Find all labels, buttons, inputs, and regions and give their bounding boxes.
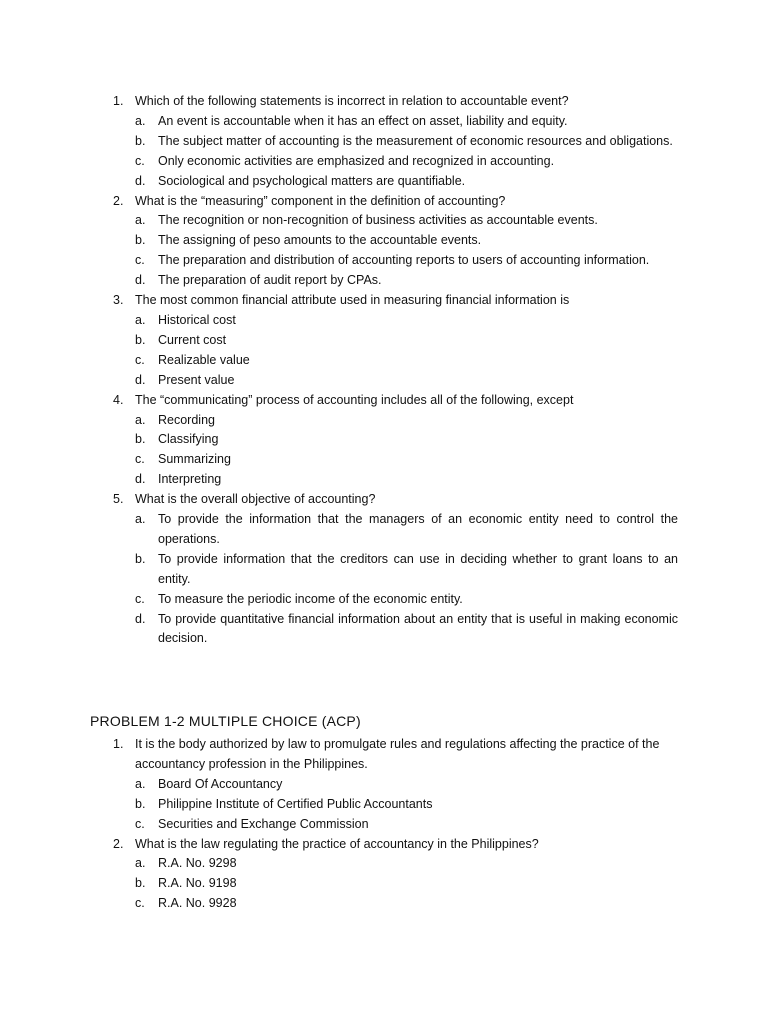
question-number: 1. [113, 94, 124, 108]
option [135, 411, 678, 431]
question-number: 1. [113, 737, 124, 751]
option-text: Interpreting [158, 472, 222, 487]
question-text: What is the “measuring” component in the definition of accounting? [135, 193, 506, 208]
option-text: The preparation of audit report by CPAs. [158, 273, 382, 288]
option-letter: b. [135, 551, 146, 566]
option [135, 470, 678, 490]
option [135, 331, 678, 351]
question-text: What is the law regulating the practice of accountancy in the Philippines? [135, 836, 539, 851]
option-text: R.A. No. 9298 [158, 856, 237, 871]
option-letter: c. [135, 452, 145, 467]
question-text: What is the overall objective of accounting? [135, 492, 376, 507]
question-text: The “communicating” process of accounting includes all of the following, except [135, 392, 574, 407]
option-letter: d. [135, 173, 146, 188]
option-letter: d. [135, 611, 146, 626]
option [135, 211, 678, 231]
option-letter: b. [135, 332, 146, 347]
option-letter: b. [135, 876, 146, 891]
option-letter: a. [135, 412, 146, 427]
option-text: R.A. No. 9198 [158, 876, 237, 891]
option-text: The subject matter of accounting is the measurement of economic resources and obligations. [158, 133, 673, 148]
question-number: 5. [113, 492, 124, 507]
option-text: To provide quantitative financial information about an entity that is useful in making economic decision. [158, 611, 678, 646]
question-text: The most common financial attribute used in measuring financial information is [135, 293, 570, 308]
option-text: R.A. No. 9928 [158, 896, 237, 911]
option-letter: a. [135, 512, 146, 527]
option-text: Current cost [158, 332, 227, 347]
option-letter: c. [135, 253, 145, 268]
option [135, 550, 678, 590]
option [135, 610, 678, 650]
option-letter: c. [135, 153, 145, 168]
question-block [90, 735, 678, 914]
option [135, 172, 678, 192]
option-text: Summarizing [158, 452, 231, 467]
option-letter: c. [135, 816, 145, 831]
option [135, 152, 678, 172]
option [135, 231, 678, 251]
question-text: It is the body authorized by law to promulgate rules and regulations affecting the practice of the accountancy profession in the Philippines. [135, 737, 660, 771]
option-text: The recognition or non-recognition of business activities as accountable events. [158, 213, 598, 228]
option [135, 351, 678, 371]
question-number: 3. [113, 293, 124, 308]
option-text: Only economic activities are emphasized and recognized in accounting. [158, 153, 555, 168]
option [135, 894, 678, 914]
option-text: Sociological and psychological matters are quantifiable. [158, 173, 466, 188]
option-letter: b. [135, 432, 146, 447]
option [135, 371, 678, 391]
option [135, 311, 678, 331]
option-letter: a. [135, 312, 146, 327]
section-heading: PROBLEM 1-2 MULTIPLE CHOICE (ACP) [90, 713, 361, 729]
option-text: Present value [158, 372, 235, 387]
option [135, 815, 678, 835]
option-letter: a. [135, 213, 146, 228]
option-letter: d. [135, 472, 146, 487]
option [135, 854, 678, 874]
option-letter: d. [135, 273, 146, 288]
option [135, 430, 678, 450]
question-number: 2. [113, 193, 124, 208]
option-text: Classifying [158, 432, 219, 447]
option-text: Realizable value [158, 352, 250, 367]
option-letter: c. [135, 896, 145, 911]
option-letter: b. [135, 233, 146, 248]
option-letter: a. [135, 856, 146, 871]
question-number: 4. [113, 392, 124, 407]
option-text: To measure the periodic income of the economic entity. [158, 591, 463, 606]
option-letter: a. [135, 776, 146, 791]
option-text: To provide information that the creditors can use in deciding whether to grant loans to an entity. [158, 551, 678, 586]
option [135, 251, 678, 271]
option [135, 775, 678, 795]
option-text: The preparation and distribution of accounting reports to users of accounting information. [158, 253, 650, 268]
option [135, 112, 678, 132]
option-text: To provide the information that the managers of an economic entity need to control the operations. [158, 512, 678, 546]
option [135, 510, 678, 550]
option-letter: b. [135, 796, 146, 811]
option-text: The assigning of peso amounts to the accountable events. [158, 233, 482, 248]
option [135, 450, 678, 470]
option [135, 590, 678, 610]
option-letter: b. [135, 133, 146, 148]
option-text: An event is accountable when it has an effect on asset, liability and equity. [158, 113, 568, 128]
option-text: Securities and Exchange Commission [158, 816, 369, 831]
option-text: Recording [158, 412, 215, 427]
option-letter: a. [135, 113, 146, 128]
option-text: Board Of Accountancy [158, 776, 283, 791]
option [135, 795, 678, 815]
option [135, 271, 678, 291]
option [135, 132, 678, 152]
option-letter: c. [135, 352, 145, 367]
option-text: Historical cost [158, 312, 236, 327]
option-letter: d. [135, 372, 146, 387]
option [135, 874, 678, 894]
question-text: Which of the following statements is incorrect in relation to accountable event? [135, 94, 569, 108]
question-block [90, 92, 678, 649]
option-text: Philippine Institute of Certified Public Accountants [158, 796, 433, 811]
option-letter: c. [135, 591, 145, 606]
question-number: 2. [113, 836, 124, 851]
